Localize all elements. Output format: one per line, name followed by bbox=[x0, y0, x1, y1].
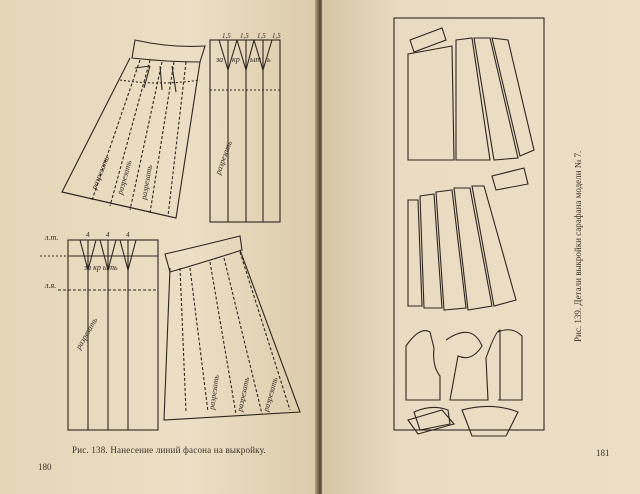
razrezat-top-left-3: разрезать bbox=[139, 164, 155, 201]
pattern-pieces-top bbox=[408, 28, 534, 190]
lya-label: л.я. bbox=[45, 281, 57, 290]
left-page bbox=[0, 0, 318, 494]
num-top-2: 1,5 bbox=[240, 32, 249, 40]
fig-139-drawings bbox=[322, 0, 640, 494]
page-number-left: 180 bbox=[38, 462, 52, 472]
razrezat-top-right: разрезать bbox=[213, 139, 234, 176]
razrezat-bottom-left: разрезать bbox=[73, 316, 100, 351]
skirt-pattern-bottom-right bbox=[164, 236, 300, 420]
razrezat-top-left-2: разрезать bbox=[115, 159, 134, 196]
skirt-pattern-top-right bbox=[210, 40, 280, 222]
zakryt-top-3: ыт bbox=[250, 55, 262, 64]
pattern-pieces-bodice bbox=[406, 330, 522, 400]
num-top-3: 1,5 bbox=[257, 32, 266, 40]
zakryt-top-2: кр bbox=[232, 55, 240, 64]
fig-138-drawings bbox=[0, 0, 318, 494]
num-top-1: 1,5 bbox=[222, 32, 231, 40]
zakryt-bottom-label: за кр ыть bbox=[84, 263, 118, 272]
razrezat-bottom-right-1: разрезать bbox=[207, 374, 221, 411]
skirt-pattern-top-left bbox=[62, 40, 205, 218]
pattern-pieces-bottom bbox=[408, 406, 518, 436]
page-number-right: 181 bbox=[596, 448, 610, 458]
pattern-pieces-middle bbox=[408, 186, 516, 310]
zakryt-top-4: ь bbox=[267, 55, 271, 64]
razrezat-top-left-1: разрезать bbox=[89, 154, 112, 191]
num-bottom-1: 4 bbox=[86, 231, 90, 239]
num-bottom-3: 4 bbox=[126, 231, 130, 239]
zakryt-top-1: за bbox=[216, 55, 224, 64]
figure-139-caption: Рис. 139. Детали выкройки сарафана модели № 7. bbox=[573, 150, 583, 342]
razrezat-bottom-right-2: разрезать bbox=[235, 376, 252, 413]
num-bottom-2: 4 bbox=[106, 231, 110, 239]
figure-138-caption: Рис. 138. Нанесение линий фасона на выкройку. bbox=[72, 445, 266, 455]
lt-label: л.т. bbox=[45, 233, 59, 242]
num-top-4: 1,5 bbox=[272, 32, 281, 40]
right-page bbox=[322, 0, 640, 494]
razrezat-bottom-right-3: разрезать bbox=[261, 376, 280, 413]
